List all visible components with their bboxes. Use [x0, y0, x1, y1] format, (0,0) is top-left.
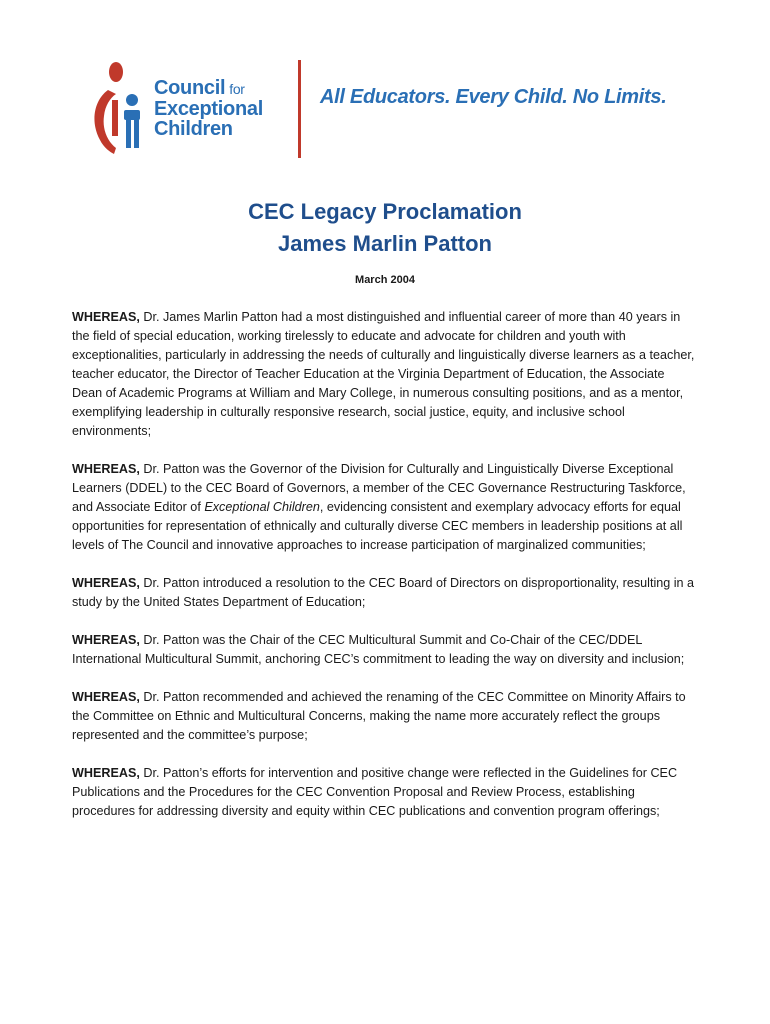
organization-wordmark: [154, 78, 263, 139]
paragraph-text: Dr. James Marlin Patton had a most distinguished and influential career of more than 40 years in the field of special education, working tirelessly to educate and advocate for children and youth with exceptionalities, particularly in addressing the needs of culturally and linguistically diverse learners as a teacher, teacher educator, the Director of Teacher Education at the Virginia Department of Education, the Associate Dean of Academic Programs at William and Mary College, in numerous consulting positions, and as a mentor, exemplifying leadership in culturally responsive research, social justice, equity, and inclusive school environments;: [72, 310, 695, 438]
wordmark-children: Children: [154, 118, 233, 140]
whereas-paragraph: [72, 308, 696, 441]
whereas-keyword: WHEREAS,: [72, 690, 140, 704]
whereas-paragraph: [72, 460, 696, 555]
paragraph-text: Dr. Patton recommended and achieved the renaming of the CEC Committee on Minority Affairs to the Committee on Ethnic and Multicultural Concerns, making the name more accurately reflect the groups represented and the committee’s purpose;: [72, 690, 686, 742]
wordmark-for: for: [229, 81, 245, 97]
tagline: All Educators. Every Child. No Limits.: [320, 86, 667, 108]
whereas-paragraph: [72, 631, 696, 669]
wordmark-council: Council: [154, 77, 226, 99]
letterhead-divider: [298, 60, 301, 158]
whereas-keyword: WHEREAS,: [72, 633, 140, 647]
publication-title: Exceptional Children: [204, 500, 320, 514]
whereas-keyword: WHEREAS,: [72, 576, 140, 590]
document-title: CEC Legacy Proclamation: [248, 199, 522, 224]
proclamation-body: [72, 308, 696, 840]
paragraph-text: , evidencing consistent and exemplary advocacy efforts for equal opportunities for representation of ethnically and culturally diverse CEC members in leadership positions at all levels of The Council and innovative approaches to increase participation of marginalized communities;: [72, 500, 683, 552]
whereas-keyword: WHEREAS,: [72, 766, 140, 780]
whereas-keyword: WHEREAS,: [72, 462, 140, 476]
whereas-paragraph: [72, 574, 696, 612]
document-date: March 2004: [355, 274, 415, 286]
cec-logo-figure-icon: [86, 60, 148, 156]
paragraph-text: Dr. Patton’s efforts for intervention and positive change were reflected in the Guidelines for CEC Publications and the Procedures for the CEC Convention Proposal and Review Process, establishing procedures for addressing diversity and equity within CEC publications and convention program offerings;: [72, 766, 678, 818]
whereas-keyword: WHEREAS,: [72, 310, 140, 324]
paragraph-text: Dr. Patton introduced a resolution to the CEC Board of Directors on disproportionality, resulting in a study by the United States Department of Education;: [72, 576, 695, 609]
paragraph-text: Dr. Patton was the Governor of the Division for Culturally and Linguistically Diverse Exceptional Learners (DDEL) to the CEC Board of Governors, a member of the CEC Governance Restructuring Taskforce, and Associate Editor of: [72, 462, 686, 514]
wordmark-exceptional: Exceptional: [154, 98, 263, 120]
paragraph-text: Dr. Patton was the Chair of the CEC Multicultural Summit and Co-Chair of the CEC/DDEL International Multicultural Summit, anchoring CEC’s commitment to leading the way on diversity and inclusion;: [72, 633, 685, 666]
letterhead: [86, 56, 706, 160]
whereas-paragraph: [72, 688, 696, 745]
title-block: [0, 196, 770, 286]
honoree-name: James Marlin Patton: [278, 231, 492, 256]
whereas-paragraph: [72, 764, 696, 821]
